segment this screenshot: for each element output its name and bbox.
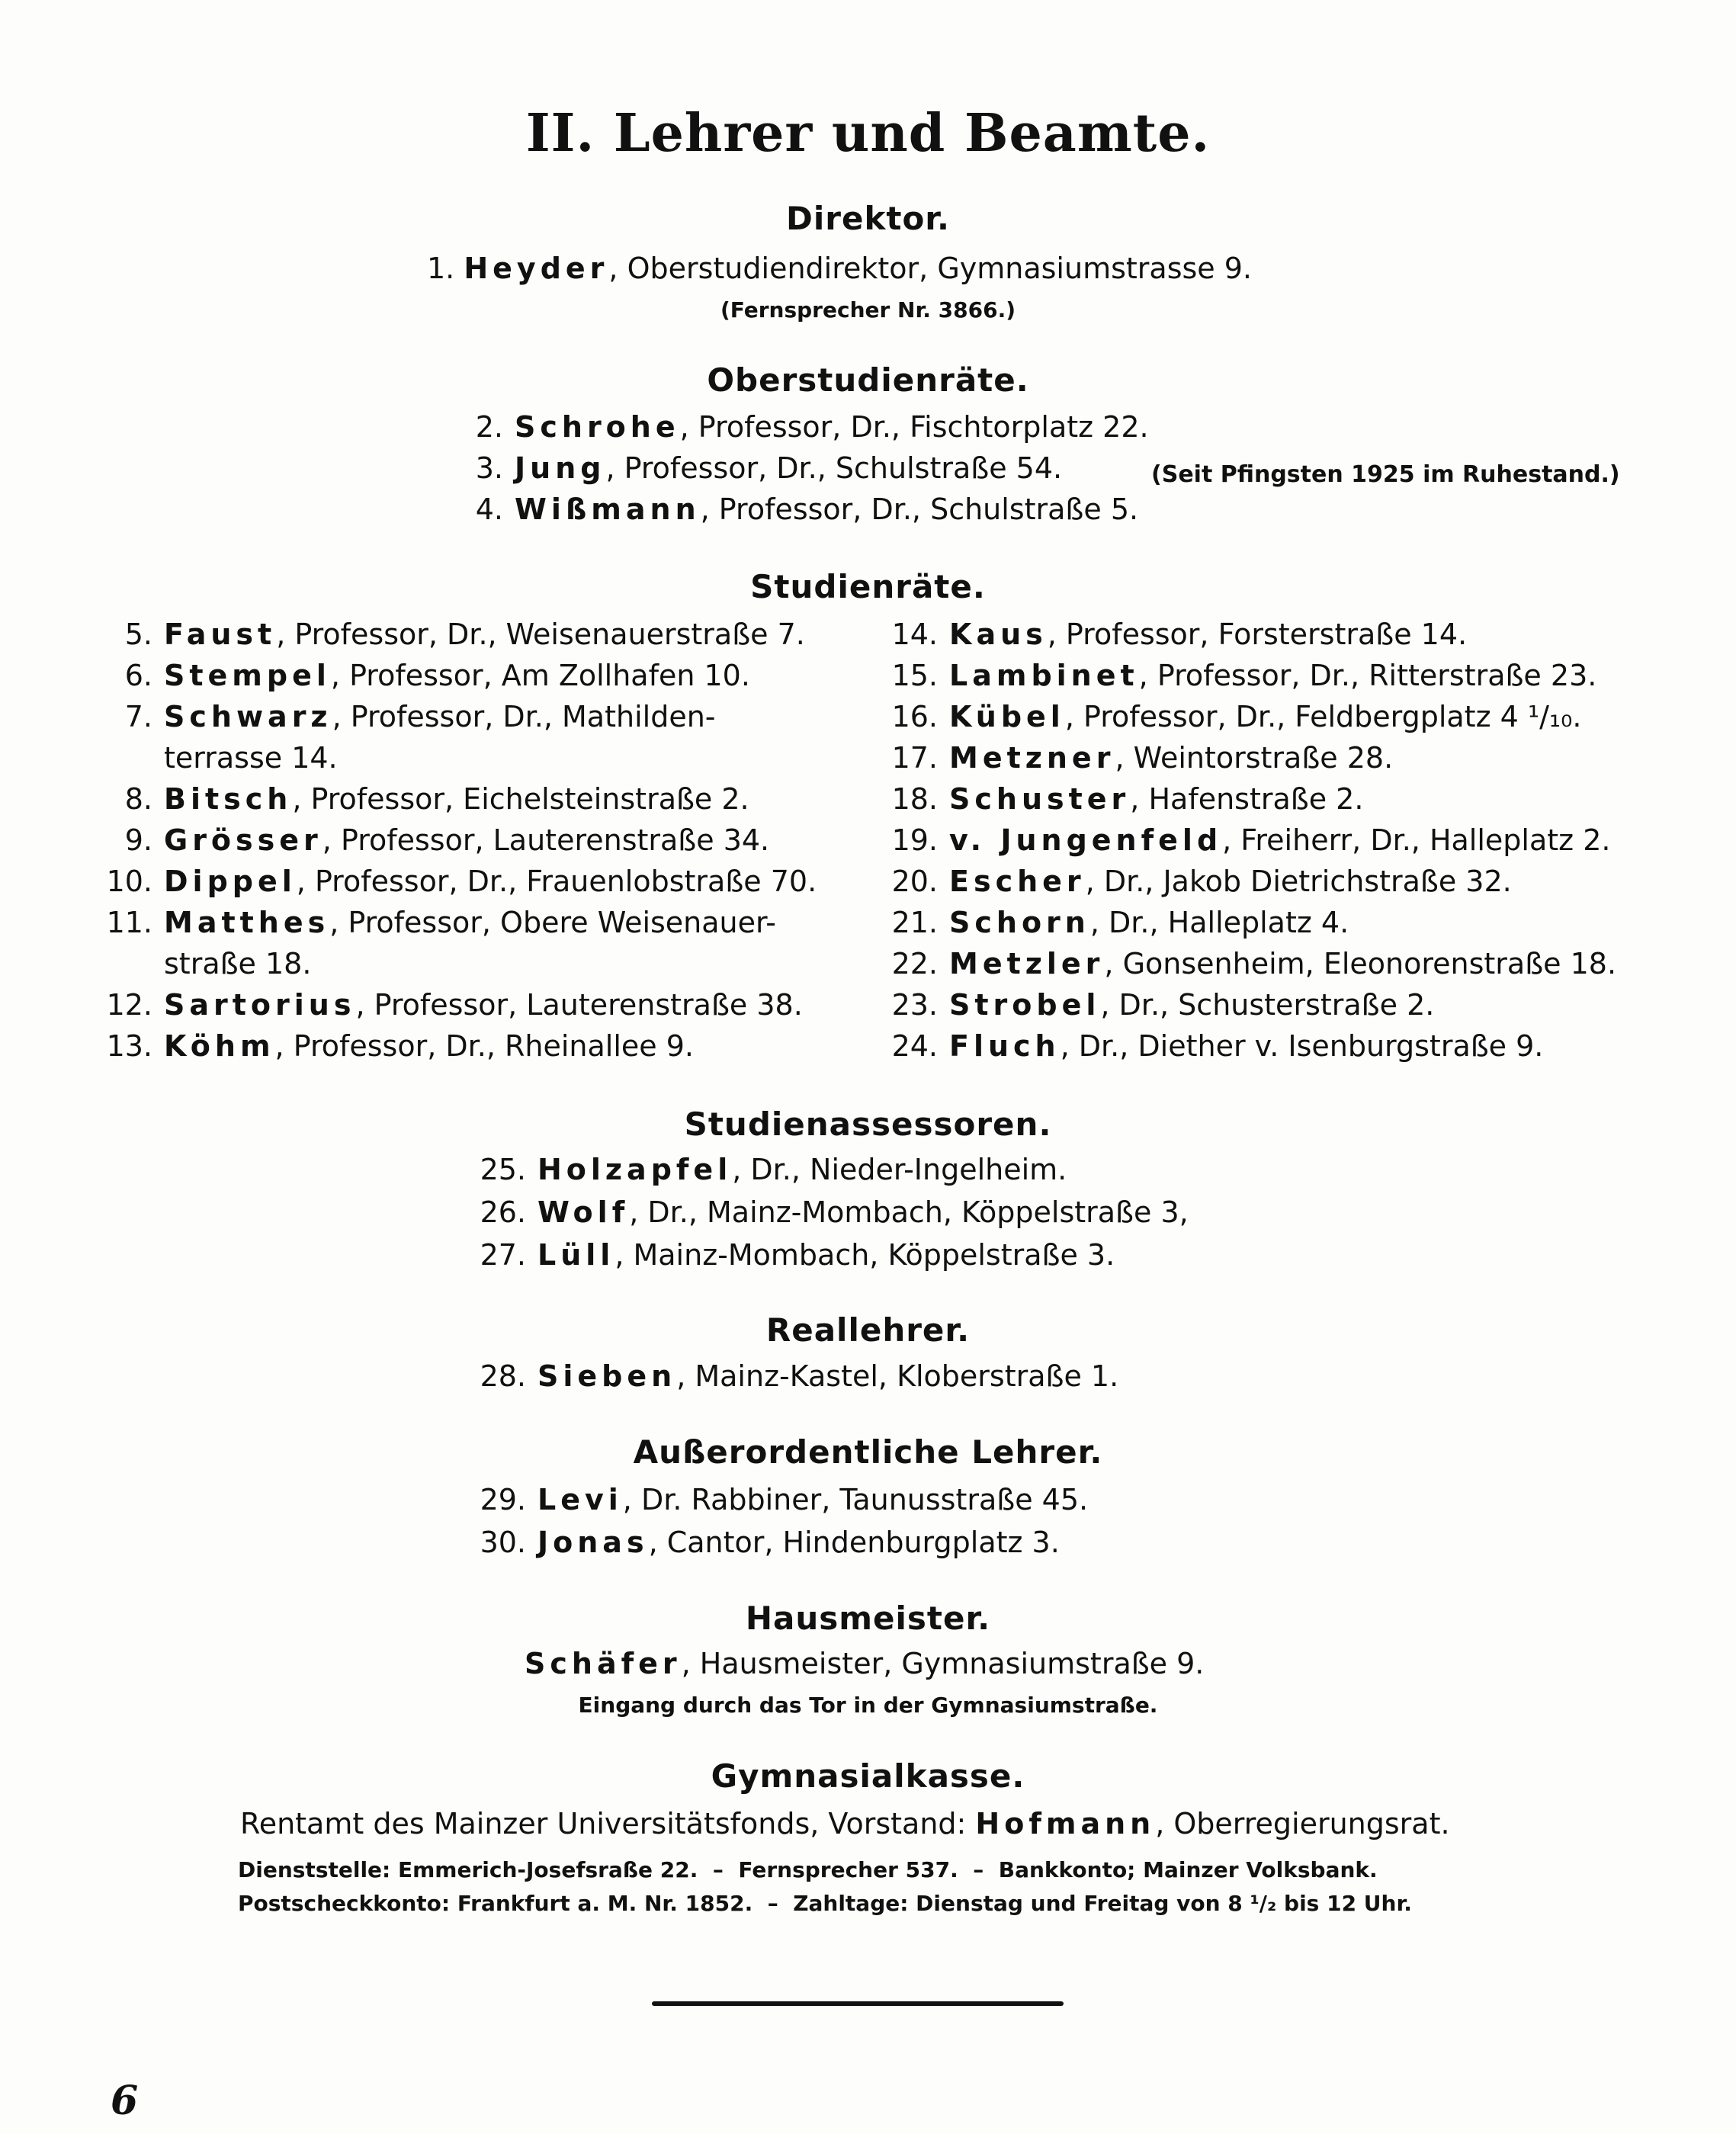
entry-name: Metzner: [949, 741, 1115, 775]
list-entry: [91, 782, 749, 816]
entry-number: 1.: [427, 252, 455, 285]
list-entry: [91, 865, 817, 898]
entry-number: 24.: [891, 1029, 938, 1063]
closing-rule: [652, 2001, 1064, 2006]
entry-name: Jonas: [537, 1526, 649, 1559]
entry-name: Grösser: [164, 823, 322, 857]
heading-direktor: Direktor.: [785, 200, 950, 237]
vorstand-title: , Oberregierungsrat.: [1155, 1807, 1450, 1840]
entry-number: 19.: [891, 823, 938, 857]
entry-details: terrasse 14.: [164, 741, 338, 775]
entry-name: Schrohe: [515, 410, 680, 444]
entry-name: v. Jungenfeld: [949, 823, 1223, 857]
list-entry: [877, 741, 1393, 775]
entry-name: Holzapfel: [537, 1153, 733, 1186]
entry-details: , Dr., Diether v. Isenburgstraße 9.: [1060, 1029, 1544, 1063]
entry-name: Köhm: [164, 1029, 275, 1063]
entry-details: , Professor, Dr., Frauenlobstraße 70.: [296, 865, 817, 898]
entry-details: , Mainz-Mombach, Köppelstraße 3.: [614, 1238, 1115, 1272]
heading-hausmeister: Hausmeister.: [745, 1600, 991, 1637]
entry-name: Kübel: [949, 700, 1065, 733]
hausmeister-note: Eingang durch das Tor in der Gymnasiumstraße.: [578, 1693, 1158, 1718]
page-title: II. Lehrer und Beamte.: [525, 103, 1211, 164]
heading-studienassessoren: Studienassessoren.: [684, 1106, 1052, 1143]
entry-details: , Dr., Jakob Dietrichstraße 32.: [1085, 865, 1512, 898]
heading-oberstudienraete: Oberstudienräte.: [707, 361, 1029, 399]
entry-name: Schorn: [949, 906, 1090, 939]
list-entry: [91, 988, 803, 1022]
entry-name: Dippel: [164, 865, 297, 898]
entry-details: , Dr., Schusterstraße 2.: [1100, 988, 1435, 1022]
entry-name: Faust: [164, 618, 277, 651]
entry-details: , Professor, Dr., Mathilden-: [332, 700, 716, 733]
entry-name: Stempel: [164, 659, 331, 692]
entry-details: , Professor, Dr., Feldbergplatz 4 ¹/₁₀.: [1064, 700, 1582, 733]
entry-direktor: [427, 252, 1252, 285]
entry-name: Escher: [949, 865, 1086, 898]
entry-name: Metzler: [949, 947, 1105, 980]
gymnasialkasse-line-3: Postscheckkonto: Frankfurt a. M. Nr. 1852. – Zahltage: Dienstag und Freitag von 8 ¹/₂ bis 12 Uhr.: [238, 1891, 1412, 1916]
list-entry: [91, 700, 716, 733]
list-entry: [465, 1238, 1115, 1272]
entry-number: 7.: [124, 700, 152, 733]
list-entry: [91, 947, 311, 980]
entry-number: 2.: [475, 410, 503, 444]
entry-number: 27.: [480, 1238, 526, 1272]
entry-number: 11.: [106, 906, 152, 939]
entry-details: , Freiherr, Dr., Halleplatz 2.: [1222, 823, 1611, 857]
entry-name: Schwarz: [164, 700, 332, 733]
list-entry: [877, 823, 1610, 857]
entry-number: 10.: [106, 865, 152, 898]
entry-number: 29.: [480, 1483, 526, 1516]
list-entry: [877, 618, 1467, 651]
entry-number: 20.: [891, 865, 938, 898]
entry-name: Jung: [515, 451, 606, 485]
entry-name: Schäfer: [525, 1647, 682, 1680]
heading-reallehrer: Reallehrer.: [765, 1311, 971, 1349]
entry-name: Matthes: [164, 906, 330, 939]
entry-number: 23.: [891, 988, 938, 1022]
ruhestand-note: (Seit Pfingsten 1925 im Ruhestand.): [1151, 461, 1620, 488]
list-entry: [91, 659, 750, 692]
entry-details: , Cantor, Hindenburgplatz 3.: [648, 1526, 1060, 1559]
entry-name: Lambinet: [949, 659, 1139, 692]
list-entry: [450, 410, 1149, 444]
entry-details: , Professor, Am Zollhafen 10.: [330, 659, 750, 692]
list-entry: [465, 1195, 1189, 1229]
list-entry: [877, 1029, 1543, 1063]
entry-details: , Dr., Halleplatz 4.: [1089, 906, 1349, 939]
list-entry: [465, 1483, 1088, 1516]
entry-number: 8.: [124, 782, 152, 816]
entry-details: , Professor, Dr., Schulstraße 54.: [605, 451, 1063, 485]
entry-details: , Professor, Dr., Ritterstraße 23.: [1138, 659, 1597, 692]
entry-number: 22.: [891, 947, 938, 980]
list-entry: [91, 618, 805, 651]
entry-details: , Professor, Eichelsteinstraße 2.: [292, 782, 749, 816]
entry-number: 17.: [891, 741, 938, 775]
entry-number: 3.: [475, 451, 503, 485]
entry-details: , Professor, Obere Weisenauer-: [329, 906, 776, 939]
entry-number: 15.: [891, 659, 938, 692]
entry-name: Fluch: [949, 1029, 1061, 1063]
heading-studienraete: Studienräte.: [750, 568, 986, 605]
entry-details: , Professor, Dr., Weisenauerstraße 7.: [276, 618, 805, 651]
entry-details: , Dr. Rabbiner, Taunusstraße 45.: [622, 1483, 1089, 1516]
entry-name: Wolf: [537, 1195, 630, 1229]
entry-details: , Professor, Dr., Fischtorplatz 22.: [679, 410, 1149, 444]
heading-gymnasialkasse: Gymnasialkasse.: [711, 1757, 1025, 1795]
list-entry: [465, 1526, 1060, 1559]
list-entry: [91, 823, 769, 857]
rentamt-text: Rentamt des Mainzer Universitätsfonds, Vorstand:: [240, 1807, 976, 1840]
list-entry: [877, 659, 1596, 692]
direktor-phone-note: (Fernsprecher Nr. 3866.): [720, 297, 1016, 323]
entry-details: , Professor, Dr., Rheinallee 9.: [274, 1029, 695, 1063]
entry-details: , Professor, Lauterenstraße 38.: [355, 988, 803, 1022]
entry-number: 13.: [106, 1029, 152, 1063]
entry-number: 6.: [124, 659, 152, 692]
heading-ausserordentliche-lehrer: Außerordentliche Lehrer.: [633, 1433, 1103, 1471]
list-entry: [91, 906, 776, 939]
entry-details: , Gonsenheim, Eleonorenstraße 18.: [1104, 947, 1617, 980]
vorstand-name: Hofmann: [975, 1807, 1156, 1840]
entry-number: 4.: [475, 493, 503, 526]
list-entry: [877, 782, 1363, 816]
list-entry: [877, 988, 1434, 1022]
list-entry: [877, 906, 1349, 939]
gymnasialkasse-line-1: [240, 1807, 1450, 1840]
entry-details: , Weintorstraße 28.: [1115, 741, 1394, 775]
entry-name: Sieben: [537, 1359, 677, 1393]
entry-number: 30.: [480, 1526, 526, 1559]
list-entry: [91, 1029, 694, 1063]
list-entry: [877, 865, 1512, 898]
entry-name: Wißmann: [515, 493, 701, 526]
entry-details: , Dr., Mainz-Mombach, Köppelstraße 3,: [629, 1195, 1189, 1229]
list-entry: [877, 700, 1581, 733]
list-entry: [465, 1359, 1118, 1393]
entry-details: , Mainz-Kastel, Kloberstraße 1.: [676, 1359, 1119, 1393]
entry-name: Heyder: [464, 252, 609, 285]
gymnasialkasse-line-2: Dienststelle: Emmerich-Josefsraße 22. – Fernsprecher 537. – Bankkonto; Mainzer Volksbank.: [238, 1857, 1378, 1882]
entry-name: Strobel: [949, 988, 1101, 1022]
entry-number: 14.: [891, 618, 938, 651]
entry-number: 16.: [891, 700, 938, 733]
entry-name: Lüll: [537, 1238, 615, 1272]
list-entry: [877, 947, 1616, 980]
entry-number: 9.: [124, 823, 152, 857]
entry-number: 21.: [891, 906, 938, 939]
list-entry: [450, 493, 1138, 526]
entry-name: Bitsch: [164, 782, 293, 816]
entry-number: 5.: [124, 618, 152, 651]
list-entry: [465, 1153, 1067, 1186]
entry-number: 25.: [480, 1153, 526, 1186]
entry-details: , Professor, Dr., Schulstraße 5.: [700, 493, 1139, 526]
entry-hausmeister: [525, 1647, 1204, 1680]
entry-details: straße 18.: [164, 947, 312, 980]
page-number: 6: [111, 2078, 139, 2124]
entry-number: 28.: [480, 1359, 526, 1393]
list-entry: [450, 451, 1062, 485]
entry-number: 12.: [106, 988, 152, 1022]
entry-details: , Dr., Nieder-Ingelheim.: [732, 1153, 1067, 1186]
entry-details: , Professor, Forsterstraße 14.: [1047, 618, 1468, 651]
entry-name: Kaus: [949, 618, 1048, 651]
entry-name: Schuster: [949, 782, 1131, 816]
entry-number: 26.: [480, 1195, 526, 1229]
entry-details: , Professor, Lauterenstraße 34.: [322, 823, 770, 857]
entry-number: 18.: [891, 782, 938, 816]
entry-details: , Hausmeister, Gymnasiumstraße 9.: [681, 1647, 1205, 1680]
entry-name: Levi: [537, 1483, 623, 1516]
entry-name: Sartorius: [164, 988, 356, 1022]
list-entry: [91, 741, 338, 775]
entry-details: , Hafenstraße 2.: [1130, 782, 1364, 816]
entry-details: , Oberstudiendirektor, Gymnasiumstrasse 9.: [608, 252, 1253, 285]
